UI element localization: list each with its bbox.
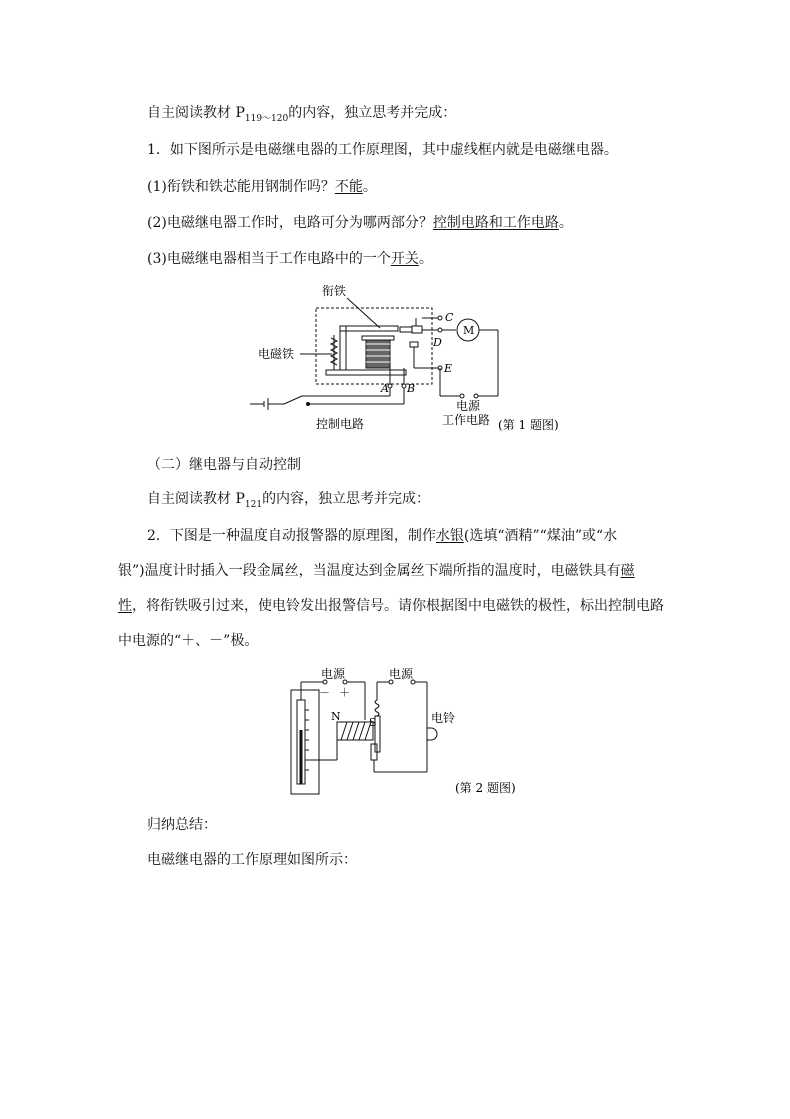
question-2-line-1: 2．下图是一种温度自动报警器的原理图，制作水银(选填“酒精”“煤油”或“水 <box>147 528 618 544</box>
question-2-line-3: 性，将衔铁吸引过来，使电铃发出报警信号。请你根据图中电磁铁的极性，标出控制电路 <box>118 598 664 614</box>
question-1-part-3: (3)电磁继电器相当于工作电路中的一个开关。 <box>147 251 433 267</box>
summary-text: 电磁继电器的工作原理如图所示： <box>147 852 357 868</box>
question-1-stem: 1．如下图所示是电磁继电器的工作原理图，其中虚线框内就是电磁继电器。 <box>147 142 618 158</box>
answer-1-1: 不能 <box>334 179 363 195</box>
figure-1-caption: (第 1 题图) <box>498 418 559 432</box>
label-S-pole: S <box>369 716 377 729</box>
label-power: 电源 <box>456 399 481 413</box>
label-minus: － <box>319 686 330 699</box>
label-plus: ＋ <box>339 686 350 699</box>
label-armature: 衔铁 <box>322 284 347 298</box>
question-2-line-4: 中电源的“＋、－”极。 <box>118 633 259 649</box>
label-electromagnet: 电磁铁 <box>258 347 295 361</box>
answer-2-magnetism-b: 性 <box>118 598 132 614</box>
figure-2-caption: (第 2 题图) <box>455 781 516 795</box>
label-E: E <box>444 362 453 375</box>
label-bell: 电铃 <box>431 711 456 725</box>
label-D: D <box>433 336 442 349</box>
question-1-part-2: (2)电磁继电器工作时，电路可分为哪两部分？控制电路和工作电路。 <box>147 215 573 231</box>
label-power-2: 电源 <box>389 667 414 681</box>
label-N-pole: N <box>331 710 341 723</box>
answer-1-3: 开关 <box>390 251 419 267</box>
label-C: C <box>445 311 454 324</box>
label-control-circuit: 控制电路 <box>316 417 365 431</box>
label-work-circuit: 工作电路 <box>442 413 491 427</box>
label-B: B <box>407 382 416 395</box>
question-1-part-1: (1)衔铁和铁芯能用钢制作吗？不能。 <box>147 179 377 195</box>
intro-paragraph-1: 自主阅读教材 $P_{119\sim 120}$的内容，独立思考并完成： <box>147 105 457 124</box>
armature <box>340 326 398 331</box>
intro-paragraph-2: 自主阅读教材 $P_{121}$的内容，独立思考并完成： <box>147 491 431 510</box>
section-2-heading: （二）继电器与自动控制 <box>147 457 301 473</box>
figure-2-alarm-diagram <box>285 660 545 798</box>
question-2-line-2: 银”)温度计时插入一段金属丝，当温度达到金属丝下端所指的温度时，电磁铁具有磁 <box>118 563 635 579</box>
figure-1-relay-diagram <box>240 278 580 438</box>
summary-title: 归纳总结： <box>147 817 217 833</box>
label-power-1: 电源 <box>321 667 346 681</box>
label-A: A <box>381 382 389 395</box>
label-motor: M <box>463 324 475 337</box>
answer-1-2: 控制电路和工作电路 <box>432 215 559 231</box>
answer-2-magnetism-a: 磁 <box>620 563 635 579</box>
bell-icon <box>427 728 437 740</box>
answer-2-material: 水银 <box>435 528 464 544</box>
